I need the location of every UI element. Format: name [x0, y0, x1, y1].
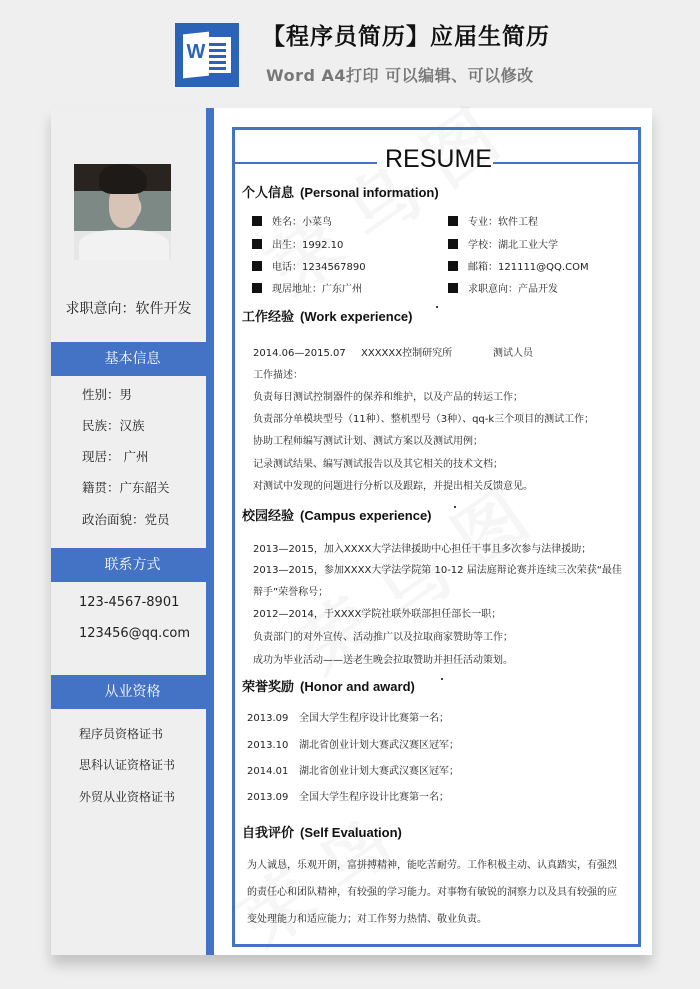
honor-item: 2013.09 全国大学生程序设计比赛第一名；	[247, 713, 449, 724]
stray-dot	[454, 506, 456, 508]
campus-line: 2012—2014，于XXXX学院社联外联部担任部长一职；	[253, 609, 502, 620]
portrait-photo	[74, 164, 171, 260]
qualification-item: 外贸从业资格证书	[79, 790, 176, 804]
work-desc-line: 记录测试结果、编写测试报告以及其它相关的技术文档；	[253, 459, 503, 470]
personal-info-title: 个人信息 (Personal information)	[242, 185, 439, 201]
self-eval-line: 变处理能力和适应能力；对工作努力热情、敬业负责。	[247, 914, 487, 925]
work-desc-line: 负责每日测试控制器件的保养和维护，以及产品的转运工作；	[253, 392, 523, 403]
personal-major: 专业：软件工程	[448, 213, 538, 228]
resume-page	[51, 108, 652, 955]
personal-intent: 求职意向：产品开发	[448, 280, 558, 295]
work-role: 测试人员	[493, 348, 533, 359]
qualification-item: 思科认证资格证书	[79, 758, 176, 772]
bullet-square-icon	[252, 283, 262, 293]
self-evaluation-title: 自我评价 (Self Evaluation)	[242, 825, 402, 841]
work-desc-line: 协助工程师编写测试计划、测试方案以及测试用例；	[253, 436, 483, 447]
personal-phone: 电话：1234567890	[252, 258, 366, 273]
stray-dot	[441, 678, 443, 680]
banner-title: 【程序员简历】应届生简历	[262, 24, 550, 50]
bullet-square-icon	[252, 216, 262, 226]
bullet-square-icon	[448, 261, 458, 271]
basic-info-header: 基本信息	[51, 342, 214, 376]
work-experience-title: 工作经验 (Work experience)	[242, 309, 413, 325]
word-letter: W	[186, 41, 206, 63]
sidebar	[51, 108, 206, 955]
campus-line: 负责部门的对外宣传、活动推广以及拉取商家赞助等工作；	[253, 632, 513, 643]
work-period: 2014.06—2015.07	[253, 348, 346, 359]
personal-birth: 出生：1992.10	[252, 236, 343, 251]
contact-email: 123456@qq.com	[79, 626, 191, 641]
work-company: XXXXXX控制研究所	[361, 348, 453, 359]
personal-email: 邮箱：121111@QQ.COM	[448, 258, 589, 273]
honor-item: 2014.01 湖北省创业计划大赛武汉赛区冠军；	[247, 766, 459, 777]
resume-title: RESUME	[385, 145, 492, 173]
title-rule-right	[493, 162, 639, 164]
contact-phone: 123-4567-8901	[79, 595, 180, 610]
personal-name: 姓名：小菜鸟	[252, 213, 332, 228]
campus-line: 2013—2015，加入XXXX大学法律援助中心担任干事且多次参与法律援助；	[253, 544, 592, 555]
basic-info-political: 政治面貌：党员	[82, 512, 170, 527]
campus-line: 辩手”荣誉称号；	[253, 587, 329, 598]
campus-line: 成功为毕业活动——送老生晚会拉取赞助并担任活动策划。	[253, 655, 513, 666]
qualifications-header: 从业资格	[51, 675, 214, 709]
accent-stripe	[206, 108, 214, 955]
campus-experience-title: 校园经验 (Campus experience)	[242, 508, 432, 524]
banner-subtitle: Word A4打印 可以编辑、可以修改	[266, 66, 534, 85]
stray-dot	[436, 306, 438, 308]
title-rule-left	[235, 162, 377, 164]
self-eval-line: 的责任心和团队精神，有较强的学习能力。对事物有敏锐的洞察力以及具有较强的应	[247, 887, 617, 898]
honor-item: 2013.10 湖北省创业计划大赛武汉赛区冠军；	[247, 740, 459, 751]
basic-info-ethnicity: 民族：汉族	[82, 418, 145, 433]
personal-address: 现居地址：广东广州	[252, 280, 362, 295]
word-doc-icon	[175, 23, 239, 87]
self-eval-line: 为人诚恳，乐观开朗，富拼搏精神，能吃苦耐劳。工作积极主动、认真踏实，有强烈	[247, 860, 617, 871]
work-desc-line: 对测试中发现的问题进行分析以及跟踪，并提出相关反馈意见。	[253, 481, 533, 492]
basic-info-residence: 现居： 广州	[82, 449, 149, 464]
honor-award-title: 荣誉奖励 (Honor and award)	[242, 679, 415, 695]
bullet-square-icon	[252, 261, 262, 271]
bullet-square-icon	[448, 216, 458, 226]
work-desc-label: 工作描述：	[253, 370, 303, 381]
bullet-square-icon	[252, 239, 262, 249]
bullet-square-icon	[448, 283, 458, 293]
bullet-square-icon	[448, 239, 458, 249]
campus-line: 2013—2015，参加XXXX大学法学院第 10-12 届法庭辩论赛并连续三次荣获“最佳	[253, 565, 622, 576]
personal-school: 学校：湖北工业大学	[448, 236, 558, 251]
work-entry-header	[253, 344, 533, 359]
job-intent: 求职意向：软件开发	[65, 301, 192, 317]
work-desc-line: 负责部分单模块型号（11种）、整机型号（3种）、qq-k三个项目的测试工作；	[253, 414, 595, 425]
qualification-item: 程序员资格证书	[79, 727, 164, 741]
honor-item: 2013.09 全国大学生程序设计比赛第一名；	[247, 792, 449, 803]
basic-info-hometown: 籍贯：广东韶关	[82, 480, 170, 495]
contact-header: 联系方式	[51, 548, 214, 582]
basic-info-gender: 性别：男	[82, 387, 133, 402]
